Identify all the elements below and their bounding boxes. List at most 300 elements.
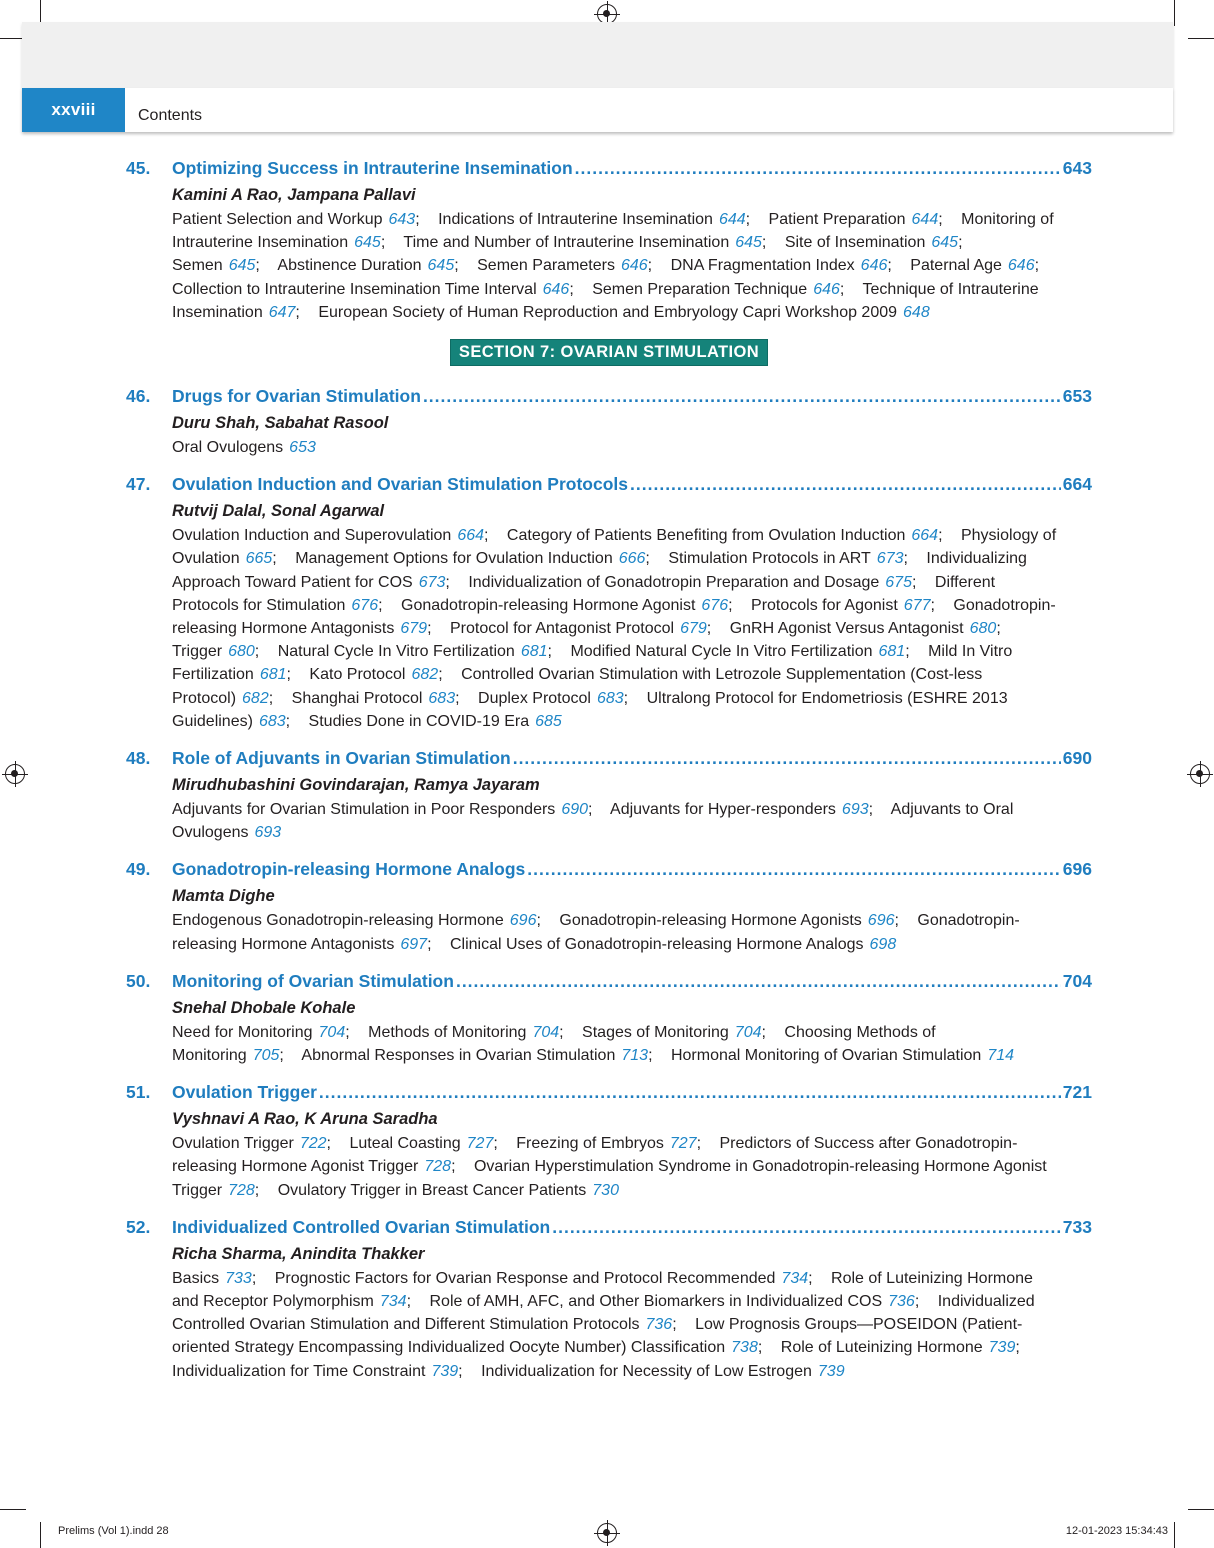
topic-page[interactable]: 722 [299, 1135, 327, 1153]
topic-separator: ; [894, 912, 899, 930]
dot-leader [575, 158, 1061, 179]
topic-item [172, 527, 502, 544]
topic-separator: ; [251, 1269, 257, 1287]
topic-text: Basics [172, 1269, 220, 1287]
topic-page[interactable]: 679 [400, 620, 428, 638]
topic-item [172, 211, 434, 228]
topic-item [172, 1024, 364, 1041]
topic-text: Trigger [172, 643, 223, 661]
dot-leader [456, 971, 1061, 992]
chapter-entry [126, 859, 1092, 955]
topic-separator: ; [706, 620, 712, 638]
topic-text: Abnormal Responses in Ovarian Stimulation [301, 1047, 616, 1065]
topic-page[interactable]: 696 [867, 912, 895, 930]
topic-list [172, 208, 1062, 324]
topic-text: Prognostic Factors for Ovarian Response and Protocol Recommended [274, 1269, 776, 1287]
chapter-page[interactable]: 643 [1062, 158, 1092, 178]
topic-item [730, 620, 1015, 637]
topic-page[interactable]: 738 [731, 1339, 758, 1357]
topic-page[interactable]: 645 [228, 257, 256, 275]
topic-item [292, 690, 474, 707]
topic-text: Individualizing Approach Toward Patient for COS [172, 550, 1027, 591]
topic-page[interactable]: 646 [620, 257, 648, 275]
registration-mark-icon [597, 4, 617, 24]
topic-page[interactable]: 704 [532, 1023, 560, 1041]
topic-separator: ; [427, 620, 432, 638]
topic-page[interactable]: 653 [289, 439, 316, 457]
chapter-number: 45. [126, 158, 151, 178]
topic-page[interactable]: 644 [718, 211, 746, 228]
chapter-authors: Mamta Dighe [172, 887, 275, 906]
topic-item [450, 936, 910, 953]
registration-mark-icon [1190, 764, 1210, 784]
topic-text: Endogenous Gonadotropin-releasing Hormone [172, 912, 504, 930]
topic-separator: ; [647, 257, 653, 275]
topic-separator: ; [839, 280, 845, 298]
chapter-title[interactable]: Monitoring of Ovarian Stimulation [172, 970, 454, 991]
chapter-authors: Rutvij Dalal, Sonal Agarwal [172, 502, 385, 521]
topic-separator: ; [547, 643, 552, 661]
section-heading [126, 339, 1092, 366]
topic-item [349, 1135, 511, 1152]
topic-item [172, 257, 274, 274]
topic-text: Role of AMH, AFC, and Other Biomarkers in Individualized COS [429, 1293, 883, 1311]
table-of-contents [126, 158, 1092, 1398]
topic-text: Collection to Intrauterine Insemination Time Interval [172, 280, 537, 298]
topic-item [468, 574, 930, 591]
topic-separator: ; [254, 643, 260, 661]
chapter-title[interactable]: Gonadotropin-releasing Hormone Analogs [172, 859, 526, 880]
topic-separator: ; [938, 211, 943, 228]
chapter-title[interactable]: Optimizing Success in Intrauterine Insemination [172, 158, 573, 178]
topic-separator: ; [255, 257, 260, 275]
topic-page[interactable]: 739 [431, 1362, 459, 1380]
topic-page[interactable]: 690 [561, 801, 589, 819]
file-slug: Prelims (Vol 1).indd 28 [58, 1525, 169, 1537]
topic-item [401, 597, 747, 614]
chapter-entry [126, 971, 1092, 1067]
chapter-number: 50. [126, 970, 151, 991]
topic-separator: ; [380, 234, 386, 252]
topic-item [172, 643, 273, 660]
topic-separator: ; [757, 1339, 763, 1357]
crop-mark [1174, 1522, 1175, 1548]
topic-page[interactable]: 665 [245, 550, 273, 568]
chapter-title[interactable]: Individualized Controlled Ovarian Stimulation [172, 1216, 551, 1237]
topic-page[interactable]: 681 [878, 643, 906, 661]
topic-page[interactable]: 666 [618, 550, 646, 568]
topic-item [671, 1047, 1028, 1064]
topic-text: Ovulation Induction and Superovulation [172, 527, 452, 545]
topic-item [671, 257, 906, 274]
topic-separator: ; [559, 1023, 564, 1041]
topic-item [477, 257, 666, 274]
topic-page[interactable]: 728 [424, 1158, 452, 1176]
crop-mark [1188, 38, 1214, 39]
topic-item [610, 801, 887, 818]
chapter-authors: Richa Sharma, Anindita Thakker [172, 1244, 425, 1263]
chapter-page[interactable]: 653 [1062, 386, 1092, 407]
topic-text: Monitoring of Intrauterine Insemination [172, 211, 1054, 252]
topic-separator: ; [761, 234, 767, 252]
topic-separator: ; [905, 643, 910, 661]
chapter-title-row[interactable] [126, 474, 1092, 499]
topic-separator: ; [484, 527, 489, 545]
topic-text: Individualization for Time Constraint [172, 1362, 426, 1380]
topic-text: Patient Preparation [768, 211, 906, 228]
topic-list [172, 1267, 1062, 1383]
chapter-title-row[interactable] [126, 1082, 1092, 1107]
chapter-entry [126, 474, 1092, 733]
topic-text: Gonadotropin-releasing Hormone Antagonists [172, 596, 1056, 638]
topic-page[interactable]: 675 [885, 573, 912, 591]
topic-page[interactable]: 648 [903, 303, 930, 321]
topic-item [172, 912, 555, 929]
chapter-number: 47. [126, 474, 151, 495]
topic-separator: ; [326, 1135, 331, 1153]
topic-text: Need for Monitoring [172, 1023, 313, 1041]
topic-page[interactable]: 646 [542, 280, 570, 298]
topic-separator: ; [996, 620, 1001, 638]
topic-separator: ; [536, 912, 541, 930]
dot-leader [423, 386, 1061, 407]
chapter-number: 48. [126, 748, 151, 769]
topic-text: Gonadotropin-releasing Hormone Agonist [401, 596, 696, 614]
topic-separator: ; [930, 596, 935, 614]
topic-separator: ; [415, 211, 420, 228]
topic-page[interactable]: 645 [931, 234, 959, 252]
chapter-entry [126, 1082, 1092, 1202]
topic-item [295, 550, 664, 567]
topic-page[interactable]: 677 [903, 596, 931, 614]
dot-leader [552, 1217, 1061, 1238]
topic-page[interactable]: 714 [987, 1047, 1015, 1065]
topic-page[interactable]: 673 [876, 550, 904, 568]
chapter-authors: Mirudhubashini Govindarajan, Ramya Jayaram [172, 776, 540, 795]
topic-item [507, 527, 957, 544]
topic-page[interactable]: 705 [252, 1047, 280, 1065]
topic-list [172, 909, 1062, 955]
topic-separator: ; [745, 211, 751, 228]
topic-separator: ; [285, 712, 291, 730]
registration-mark-icon [597, 1523, 617, 1543]
chapter-authors: Kamini A Rao, Jampana Pallavi [172, 186, 416, 204]
topic-list [172, 798, 1062, 844]
topic-item [172, 439, 330, 456]
topic-text: Role of Luteinizing Hormone [780, 1339, 983, 1357]
crop-mark [0, 1509, 26, 1510]
topic-page[interactable]: 644 [911, 211, 939, 228]
topic-text: Gonadotropin-releasing Hormone Antagonists [172, 912, 1020, 953]
topic-page[interactable]: 647 [268, 303, 296, 321]
topic-page[interactable]: 679 [680, 620, 707, 638]
topic-page[interactable]: 698 [869, 935, 897, 953]
topic-text: Indications of Intrauterine Insemination [438, 211, 713, 228]
topic-text: Freezing of Embryos [516, 1135, 664, 1153]
topic-separator: ; [254, 1181, 260, 1199]
topic-text: Different Protocols for Stimulation [172, 573, 996, 614]
topic-page[interactable]: 682 [411, 666, 439, 684]
topic-page[interactable]: 680 [228, 643, 255, 661]
topic-page[interactable]: 664 [457, 527, 485, 545]
crop-mark [40, 1522, 41, 1548]
topic-page[interactable]: 645 [735, 234, 762, 252]
topic-item [516, 1135, 715, 1152]
topic-page[interactable]: 681 [520, 643, 548, 661]
chapter-title[interactable]: Ovulation Trigger [172, 1082, 317, 1103]
topic-text: Shanghai Protocol [291, 689, 423, 707]
topic-separator: ; [648, 1047, 653, 1065]
topic-page[interactable]: 733 [225, 1269, 252, 1287]
topic-text: Protocol for Antagonist Protocol [449, 620, 675, 638]
topic-item [582, 1024, 780, 1041]
topic-page[interactable]: 704 [318, 1023, 346, 1041]
topic-separator: ; [378, 596, 383, 614]
topic-text: Choosing Methods of Monitoring [172, 1023, 936, 1065]
topic-item [751, 597, 949, 614]
topic-separator: ; [279, 1047, 284, 1065]
topic-separator: ; [455, 689, 460, 707]
topic-separator: ; [938, 527, 943, 545]
topic-item [301, 1047, 666, 1064]
topic-text: Management Options for Ovulation Induction [295, 550, 613, 568]
chapter-number: 51. [126, 1082, 151, 1103]
topic-page[interactable]: 697 [400, 935, 428, 953]
topic-page[interactable]: 645 [354, 234, 381, 252]
topic-item [559, 912, 913, 929]
topic-separator: ; [295, 303, 300, 321]
topic-separator: ; [268, 689, 274, 707]
topic-item [172, 1363, 477, 1380]
chapter-authors: Vyshnavi A Rao, K Aruna Saradha [172, 1110, 438, 1129]
topic-text: Adjuvants for Hyper-responders [610, 801, 836, 819]
topic-list [172, 524, 1062, 733]
topic-page[interactable]: 736 [645, 1316, 673, 1334]
topic-page[interactable]: 683 [258, 712, 286, 730]
topic-page[interactable]: 681 [259, 666, 287, 684]
topic-text: Abstinence Duration [277, 257, 422, 275]
print-timestamp: 12-01-2023 15:34:43 [1065, 1525, 1168, 1537]
topic-text: Natural Cycle In Vitro Fertilization [277, 643, 515, 661]
topic-page[interactable]: 682 [242, 689, 269, 707]
topic-page[interactable]: 646 [813, 280, 840, 298]
topic-text: Adjuvants to Oral Ovulogens [172, 801, 1014, 842]
topic-item [172, 801, 606, 818]
topic-text: Adjuvants for Ovarian Stimulation in Poor Responders [172, 801, 556, 819]
topic-page[interactable]: 683 [428, 689, 456, 707]
chapter-title[interactable]: Ovulation Induction and Ovarian Stimulation Protocols [172, 474, 629, 495]
topic-text: Modified Natural Cycle In Vitro Fertilization [570, 643, 873, 661]
topic-text: GnRH Agonist Versus Antagonist [729, 620, 964, 638]
topic-item [318, 304, 943, 321]
topic-list [172, 1021, 1062, 1067]
registration-mark-icon [5, 764, 25, 784]
topic-text: Individualization of Gonadotropin Preparation and Dosage [468, 573, 880, 591]
topic-separator: ; [623, 689, 629, 707]
topic-item [910, 257, 1053, 274]
topic-separator: ; [569, 280, 574, 298]
topic-item [278, 643, 566, 660]
running-head: Contents [138, 107, 203, 124]
topic-text: DNA Fragmentation Index [670, 257, 855, 275]
topic-page[interactable]: 664 [911, 527, 939, 545]
topic-text: Kato Protocol [309, 666, 406, 684]
topic-text: Gonadotropin-releasing Hormone Agonists [559, 912, 862, 930]
chapter-page[interactable]: 733 [1062, 1216, 1092, 1237]
topic-item [403, 234, 780, 251]
topic-text: Category of Patients Benefiting from Ovulation Induction [506, 527, 906, 545]
chapter-title[interactable]: Role of Adjuvants in Ovarian Stimulation [172, 748, 511, 769]
topic-text: Paternal Age [910, 257, 1002, 275]
topic-list [172, 436, 1062, 459]
topic-page[interactable]: 673 [418, 573, 446, 591]
topic-page[interactable]: 730 [592, 1181, 619, 1199]
topic-item [429, 1293, 933, 1310]
topic-page[interactable]: 736 [888, 1293, 915, 1311]
topic-item [368, 1024, 577, 1041]
topic-separator: ; [345, 1023, 350, 1041]
chapter-page[interactable]: 704 [1062, 970, 1092, 991]
topic-page[interactable]: 734 [379, 1293, 407, 1311]
topic-text: Stages of Monitoring [582, 1023, 729, 1041]
topic-text: Time and Number of Intrauterine Insemination [403, 234, 730, 252]
topic-text: Technique of Intrauterine Insemination [172, 280, 1039, 321]
topic-item [309, 713, 576, 730]
chapter-number: 46. [126, 386, 151, 407]
topic-page[interactable]: 704 [734, 1023, 762, 1041]
chapter-title-row[interactable] [126, 158, 1092, 183]
topic-item [275, 1270, 827, 1287]
dot-leader [630, 474, 1061, 495]
section-badge: SECTION 7: OVARIAN STIMULATION [450, 339, 768, 366]
topic-page[interactable]: 685 [535, 712, 562, 730]
topic-text: Clinical Uses of Gonadotropin-releasing Hormone Analogs [449, 935, 864, 953]
topic-page[interactable]: 683 [596, 689, 624, 707]
topic-text: Semen Preparation Technique [592, 280, 808, 298]
chapter-number: 49. [126, 859, 151, 880]
chapter-title-row[interactable] [126, 971, 1092, 996]
chapter-title-row[interactable] [126, 859, 1092, 884]
topic-text: Ultralong Protocol for Endometriosis (ESHRE 2013 Guidelines) [172, 689, 1008, 730]
topic-text: Site of Insemination [784, 234, 926, 252]
topic-item [570, 643, 923, 660]
chapter-page[interactable]: 690 [1062, 748, 1092, 769]
topic-text: Individualization for Necessity of Low Estrogen [481, 1362, 812, 1380]
topic-separator: ; [903, 550, 908, 568]
dot-leader [513, 748, 1061, 769]
topic-text: Controlled Ovarian Stimulation with Letrozole Supplementation (Cost-less Protocol) [172, 666, 983, 707]
topic-page[interactable]: 727 [466, 1135, 494, 1153]
topic-separator: ; [958, 234, 963, 252]
topic-separator: ; [451, 1158, 456, 1176]
topic-page[interactable]: 734 [781, 1269, 809, 1287]
topic-item [592, 281, 858, 298]
topic-separator: ; [286, 666, 291, 684]
topic-item [278, 1182, 633, 1199]
topic-page[interactable]: 739 [817, 1362, 845, 1380]
chapter-authors: Snehal Dhobale Kohale [172, 998, 356, 1017]
topic-separator: ; [1015, 1339, 1020, 1357]
topic-item [438, 211, 764, 228]
topic-page[interactable]: 643 [388, 211, 416, 228]
topic-separator: ; [493, 1135, 498, 1153]
topic-text: Oral Ovulogens [172, 439, 284, 457]
topic-text: Semen [172, 257, 223, 275]
topic-text: Studies Done in COVID-19 Era [308, 712, 530, 730]
topic-separator: ; [887, 257, 892, 275]
topic-separator: ; [588, 801, 593, 819]
topic-text: Physiology of Ovulation [172, 527, 1057, 568]
chapter-title-row[interactable] [126, 1217, 1092, 1242]
topic-page[interactable]: 676 [701, 596, 729, 614]
topic-page[interactable]: 680 [969, 620, 997, 638]
topic-text: Ovarian Hyperstimulation Syndrome in Gonadotropin-releasing Hormone Agonist Trigger [172, 1158, 1047, 1199]
chapter-page[interactable]: 721 [1062, 1082, 1092, 1103]
chapter-title[interactable]: Drugs for Ovarian Stimulation [172, 386, 421, 407]
topic-item [172, 1270, 270, 1287]
topic-page[interactable]: 713 [621, 1047, 649, 1065]
topic-separator: ; [672, 1316, 677, 1334]
chapter-title-row[interactable] [126, 748, 1092, 773]
topic-separator: ; [761, 1023, 766, 1041]
topic-text: Protocols for Agonist [751, 596, 898, 614]
topic-separator: ; [645, 550, 650, 568]
topic-text: Ovulation Trigger [172, 1135, 294, 1153]
topic-separator: ; [406, 1293, 412, 1311]
topic-page[interactable]: 646 [1007, 257, 1035, 275]
chapter-entry [126, 386, 1092, 459]
topic-separator: ; [914, 1293, 920, 1311]
topic-text: Hormonal Monitoring of Ovarian Stimulation [670, 1047, 982, 1065]
topic-separator: ; [728, 596, 733, 614]
topic-item [309, 666, 456, 683]
topic-separator: ; [454, 257, 459, 275]
topic-page[interactable]: 696 [509, 912, 537, 930]
topic-text: Patient Selection and Workup [172, 211, 383, 228]
topic-text: Semen Parameters [477, 257, 615, 275]
chapter-page[interactable]: 696 [1062, 859, 1092, 880]
chapter-title-row[interactable] [126, 386, 1092, 411]
page-number: xxviii [22, 88, 125, 132]
chapter-entry [126, 158, 1092, 324]
topic-item [781, 1339, 1034, 1356]
topic-page[interactable]: 693 [841, 801, 869, 819]
topic-page[interactable]: 693 [254, 824, 282, 842]
topic-item [450, 620, 725, 637]
topic-separator: ; [696, 1135, 702, 1153]
crop-mark [1188, 1509, 1214, 1510]
topic-page[interactable]: 739 [988, 1339, 1016, 1357]
topic-page[interactable]: 728 [228, 1181, 255, 1199]
topic-text: Role of Luteinizing Hormone and Receptor Polymorphism [172, 1269, 1033, 1311]
topic-text: Stimulation Protocols in ART [668, 550, 871, 568]
topic-text: Predictors of Success after Gonadotropin-releasing Hormone Agonist Trigger [172, 1135, 1018, 1176]
topic-separator: ; [911, 573, 917, 591]
topic-page[interactable]: 676 [351, 596, 379, 614]
topic-separator: ; [458, 1362, 463, 1380]
topic-page[interactable]: 646 [860, 257, 888, 275]
topic-separator: ; [808, 1269, 813, 1287]
topic-text: Mild In Vitro Fertilization [172, 643, 1013, 684]
chapter-entry [126, 748, 1092, 844]
topic-text: Low Prognosis Groups—POSEIDON (Patient-oriented Strategy Encompassing Individualized Oocyte Number) Classification [172, 1316, 1023, 1357]
topic-page[interactable]: 645 [427, 257, 455, 275]
topic-separator: ; [438, 666, 443, 684]
topic-item [785, 234, 977, 251]
chapter-page[interactable]: 664 [1062, 474, 1092, 495]
topic-page[interactable]: 727 [669, 1135, 697, 1153]
chapter-authors: Duru Shah, Sabahat Rasool [172, 414, 389, 433]
